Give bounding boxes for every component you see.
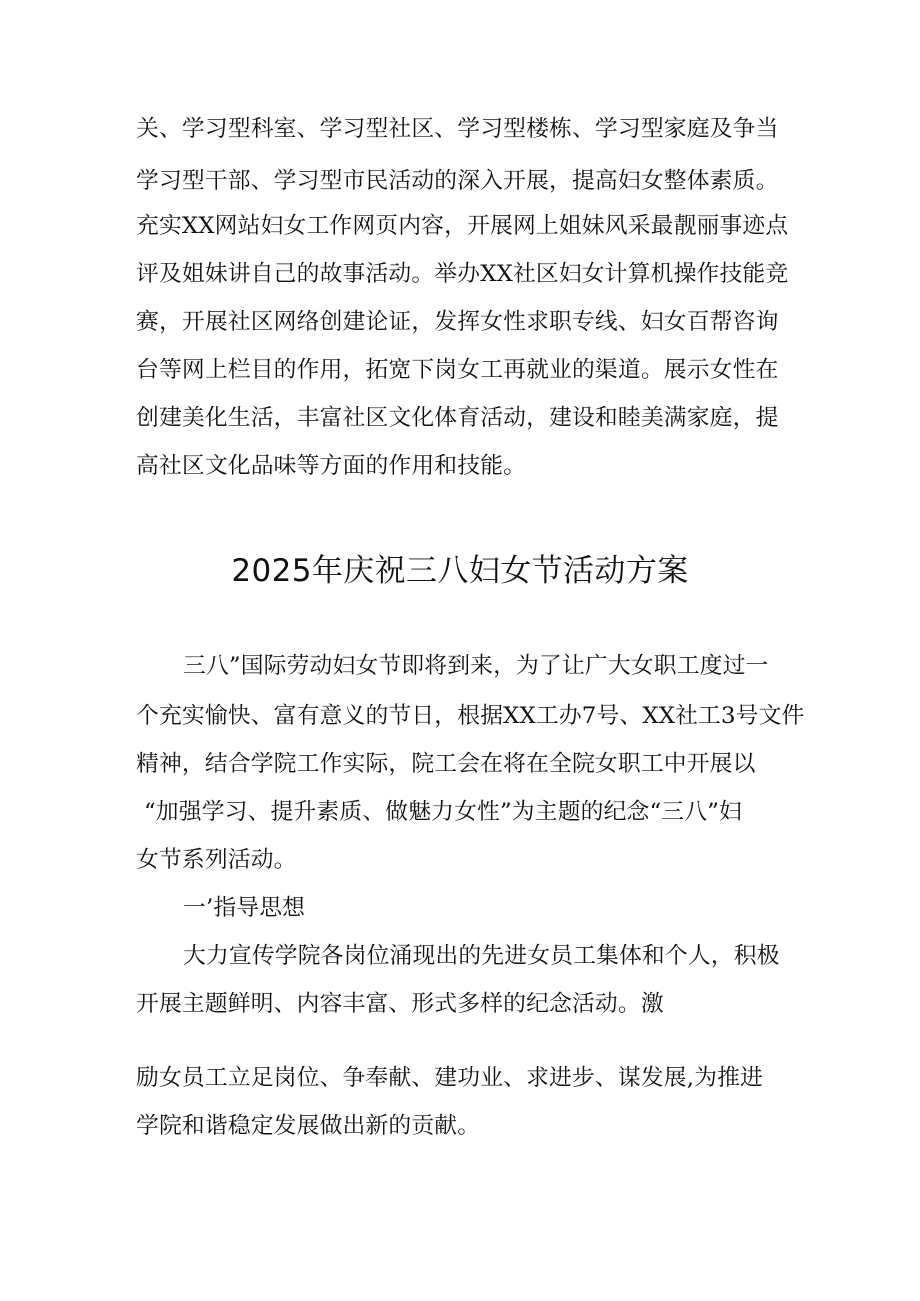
body-para1-line-2: 个充实愉快、富有意义的节日，根据XX工办7号、XX社工3号文件 xyxy=(136,703,805,729)
section-heading: 一’指导思想 xyxy=(183,895,306,921)
intro-line-7: 创建美化生活，丰富社区文化体育活动，建设和睦美满家庭，提 xyxy=(136,405,779,431)
intro-line-6: 台等网上栏目的作用，拓宽下岗女工再就业的渠道。展示女性在 xyxy=(136,357,779,383)
body-para3-line-2: 学院和谐稳定发展做出新的贡献。 xyxy=(136,1113,481,1139)
document-title: 2025年庆祝三八妇女节活动方案 xyxy=(231,553,689,589)
body-para1-line-5: 女节系列活动。 xyxy=(136,847,297,873)
intro-line-3: 充实XX网站妇女工作网页内容，开展网上姐妹风采最靓丽事迹点 xyxy=(136,213,789,239)
body-para2-line-2: 开展主题鲜明、内容丰富、形式多样的纪念活动。激 xyxy=(136,991,664,1017)
intro-line-1: 关、学习型科室、学习型社区、学习型楼栋、学习型家庭及争当 xyxy=(136,116,779,142)
intro-line-8: 高社区文化品味等方面的作用和技能。 xyxy=(136,453,527,479)
intro-line-4: 评及姐妹讲自己的故事活动。举办XX社区妇女计算机操作技能竞 xyxy=(136,261,789,287)
body-para1-line-1: 三八”国际劳动妇女节即将到来，为了让广大女职工度过一 xyxy=(183,653,769,679)
body-para3-line-1: 励女员工立足岗位、争奉献、建功业、求进步、谋发展,为推进 xyxy=(136,1065,763,1091)
body-para1-line-3: 精神，结合学院工作实际，院工会在将在全院女职工中开展以 xyxy=(136,751,756,777)
body-para1-line-4: “加强学习、提升素质、做魅力女性”为主题的纪念“三八”妇 xyxy=(144,799,742,825)
intro-line-2: 学习型干部、学习型市民活动的深入开展，提高妇女整体素质。 xyxy=(136,168,779,194)
intro-line-5: 赛，开展社区网络创建论证，发挥女性求职专线、妇女百帮咨询 xyxy=(136,309,779,335)
body-para2-line-1: 大力宣传学院各岗位涌现出的先进女员工集体和个人，积极 xyxy=(183,943,780,969)
